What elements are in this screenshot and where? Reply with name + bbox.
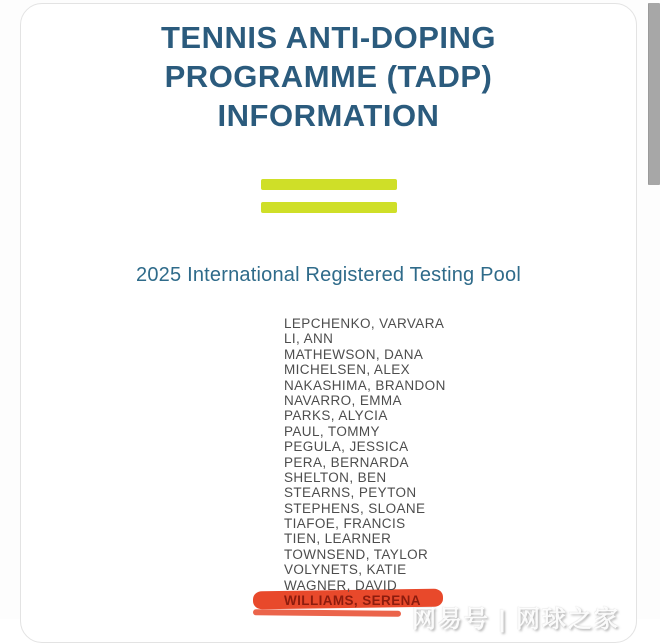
list-item <box>284 424 446 439</box>
list-item <box>284 562 446 577</box>
player-name: LI, ANN <box>284 331 334 347</box>
player-name: MATHEWSON, DANA <box>284 346 424 362</box>
player-name: SHELTON, BEN <box>284 469 387 485</box>
list-item <box>284 455 446 470</box>
accent-bars <box>21 179 636 213</box>
player-name: WILLIAMS, SERENA <box>284 593 421 609</box>
player-name: PAUL, TOMMY <box>284 423 380 439</box>
list-item <box>284 470 446 485</box>
list-item <box>284 593 446 608</box>
player-name: WAGNER, DAVID <box>284 577 398 593</box>
scrollbar-thumb[interactable] <box>648 3 660 185</box>
player-name: STEARNS, PEYTON <box>284 485 417 501</box>
player-name: NAVARRO, EMMA <box>284 392 402 408</box>
player-name: NAKASHIMA, BRANDON <box>284 377 446 393</box>
list-item <box>284 393 446 408</box>
player-name: PERA, BERNARDA <box>284 454 409 470</box>
document-title-line-2: PROGRAMME (TADP) <box>164 59 493 94</box>
accent-bar-top <box>261 179 397 190</box>
document-title <box>21 18 636 135</box>
watermark: 网易号 | 网球之家 <box>411 606 620 633</box>
list-item <box>284 316 446 331</box>
player-name: LEPCHENKO, VARVARA <box>284 316 445 331</box>
player-name: STEPHENS, SLOANE <box>284 500 426 516</box>
testing-pool-list <box>284 316 446 608</box>
document-title-line-3: INFORMATION <box>217 98 440 133</box>
player-name: VOLYNETS, KATIE <box>284 562 407 578</box>
list-item <box>284 501 446 516</box>
list-item <box>284 362 446 377</box>
document-card <box>20 3 637 643</box>
accent-bar-bottom <box>261 202 397 213</box>
list-item <box>284 408 446 423</box>
player-name: TIAFOE, FRANCIS <box>284 516 406 532</box>
list-item <box>284 331 446 346</box>
list-item <box>284 378 446 393</box>
list-item <box>284 531 446 546</box>
list-item <box>284 547 446 562</box>
player-name: TIEN, LEARNER <box>284 531 392 547</box>
red-marker-streak <box>253 609 401 617</box>
list-item <box>284 516 446 531</box>
document-title-line-1: TENNIS ANTI-DOPING <box>160 20 497 55</box>
player-name: TOWNSEND, TAYLOR <box>284 546 429 562</box>
list-item <box>284 439 446 454</box>
player-name: PEGULA, JESSICA <box>284 439 409 455</box>
subtitle: 2025 International Registered Testing Pool <box>136 264 521 286</box>
list-item <box>284 485 446 500</box>
list-item <box>284 347 446 362</box>
player-name: PARKS, ALYCIA <box>284 408 388 424</box>
player-name: MICHELSEN, ALEX <box>284 362 411 378</box>
